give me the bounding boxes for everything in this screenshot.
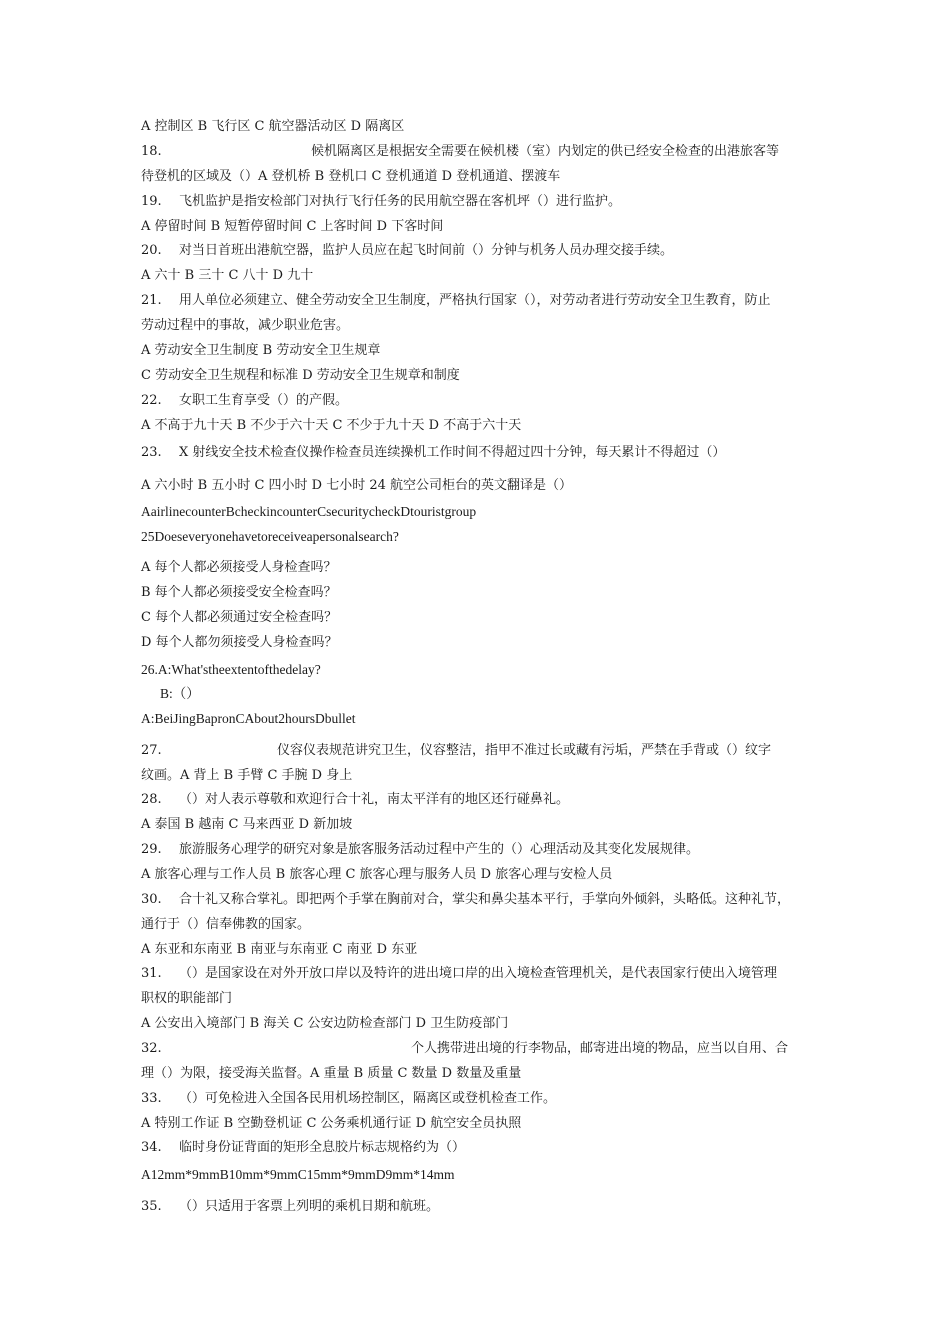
question-21-text: 用人单位必须建立、健全劳动安全卫生制度，严格执行国家（），对劳动者进行劳动安全卫生教育，防止: [179, 293, 771, 308]
question-33-text: （）可免检进入全国各民用机场控制区，隔离区或登机检查工作。: [179, 1091, 557, 1106]
answer-options-20: A 六十 B 三十 C 八十 D 九十: [141, 268, 314, 283]
answer-options-33: A 特别工作证 B 空勤登机证 C 公务乘机通行证 D 航空安全员执照: [141, 1116, 522, 1131]
question-18-text: 候机隔离区是根据安全需要在候机楼（室）内划定的供已经安全检查的出港旅客等: [311, 144, 780, 159]
question-30-text: 合十礼又称合掌礼。即把两个手掌在胸前对合，掌尖和鼻尖基本平行，手掌向外倾斜，头略低。这种礼节，: [179, 892, 791, 907]
question-32-number: 32.: [141, 1041, 162, 1056]
question-23-text: X 射线安全技术检查仪操作检查员连续操机工作时间不得超过四十分钟，每天累计不得超过（）: [179, 445, 726, 460]
answer-options-22: A 不高于九十天 B 不少于六十天 C 不少于九十天 D 不高于六十天: [141, 418, 522, 433]
question-35-number: 35.: [141, 1199, 162, 1214]
question-27-number: 27.: [141, 743, 162, 758]
answer-options-28: A 泰国 B 越南 C 马来西亚 D 新加坡: [141, 817, 353, 832]
question-27-continuation: 纹画。A 背上 B 手臂 C 手腕 D 身上: [141, 768, 353, 783]
question-34-number: 34.: [141, 1140, 162, 1155]
answer-options-23-and-question-24: A 六小时 B 五小时 C 四小时 D 七小时 24 航空公司柜台的英文翻译是（）: [141, 478, 573, 493]
question-31-number: 31.: [141, 966, 162, 981]
question-21-continuation: 劳动过程中的事故，减少职业危害。: [141, 318, 350, 333]
answer-options-29: A 旅客心理与工作人员 B 旅客心理 C 旅客心理与服务人员 D 旅客心理与安检人员: [141, 867, 613, 882]
question-18-continuation: 待登机的区域及（）A 登机桥 B 登机口 C 登机通道 D 登机通道、摆渡车: [141, 169, 561, 184]
question-20-text: 对当日首班出港航空器，监护人员应在起飞时间前（）分钟与机务人员办理交接手续。: [179, 243, 674, 258]
answer-options-21-ab: A 劳动安全卫生制度 B 劳动安全卫生规章: [141, 343, 381, 358]
question-28-number: 28.: [141, 792, 162, 807]
question-30-continuation: 通行于（）信奉佛教的国家。: [141, 917, 311, 932]
question-33-number: 33.: [141, 1091, 162, 1106]
answer-options-34: A12mm*9mmB10mm*9mmC15mm*9mmD9mm*14mm: [141, 1167, 455, 1182]
answer-options-26: A:BeiJingBapronCAbout2hoursDbullet: [141, 711, 356, 726]
question-31-text: （）是国家设在对外开放口岸以及特许的进出境口岸的出入境检查管理机关，是代表国家行使出入境管理: [179, 966, 778, 981]
answer-options-24: AairlinecounterBcheckincounterCsecuritycheckDtouristgroup: [141, 504, 477, 519]
answer-option-25-a: A 每个人都必须接受人身检查吗？: [141, 560, 337, 575]
question-26-prompt: 26.A:What'stheextentofthedelay?: [141, 662, 321, 677]
question-34-text: 临时身份证背面的矩形全息胶片标志规格约为（）: [179, 1140, 466, 1155]
question-32-text: 个人携带进出境的行李物品，邮寄进出境的物品，应当以自用、合: [411, 1041, 789, 1056]
question-32-continuation: 理（）为限，接受海关监督。A 重量 B 质量 C 数量 D 数量及重量: [141, 1066, 522, 1081]
question-35-text: （）只适用于客票上列明的乘机日期和航班。: [179, 1199, 440, 1214]
question-29-number: 29.: [141, 842, 162, 857]
question-31-continuation: 职权的职能部门: [141, 991, 233, 1006]
answer-options-17: A 控制区 B 飞行区 C 航空器活动区 D 隔离区: [141, 119, 405, 134]
question-30-number: 30.: [141, 892, 162, 907]
question-19-text: 飞机监护是指安检部门对执行飞行任务的民用航空器在客机坪（）进行监护。: [179, 194, 622, 209]
question-20-number: 20.: [141, 243, 162, 258]
question-22-number: 22.: [141, 393, 162, 408]
answer-option-25-b: B 每个人都必须接受安全检查吗？: [141, 585, 337, 600]
answer-option-25-c: C 每个人都必须通过安全检查吗？: [141, 610, 338, 625]
question-21-number: 21.: [141, 293, 162, 308]
answer-option-25-d: D 每个人都勿须接受人身检查吗？: [141, 635, 338, 650]
answer-options-31: A 公安出入境部门 B 海关 C 公安边防检查部门 D 卫生防疫部门: [141, 1016, 509, 1031]
question-28-text: （）对人表示尊敬和欢迎行合十礼，南太平洋有的地区还行碰鼻礼。: [179, 792, 570, 807]
answer-options-19: A 停留时间 B 短暂停留时间 C 上客时间 D 下客时间: [141, 219, 444, 234]
question-19-number: 19.: [141, 194, 162, 209]
answer-options-30: A 东亚和东南亚 B 南亚与东南亚 C 南亚 D 东亚: [141, 942, 418, 957]
question-22-text: 女职工生育享受（）的产假。: [179, 393, 349, 408]
question-25: 25Doeseveryonehavetoreceiveapersonalsearch?: [141, 529, 399, 544]
question-18-number: 18.: [141, 144, 162, 159]
question-27-text: 仪容仪表规范讲究卫生，仪容整洁，指甲不准过长或藏有污垢，严禁在手背或（）纹字: [277, 743, 772, 758]
question-23-number: 23.: [141, 445, 162, 460]
question-29-text: 旅游服务心理学的研究对象是旅客服务活动过程中产生的（）心理活动及其变化发展规律。: [179, 842, 700, 857]
question-26-reply: B:（）: [160, 686, 200, 701]
answer-options-21-cd: C 劳动安全卫生规程和标准 D 劳动安全卫生规章和制度: [141, 368, 460, 383]
